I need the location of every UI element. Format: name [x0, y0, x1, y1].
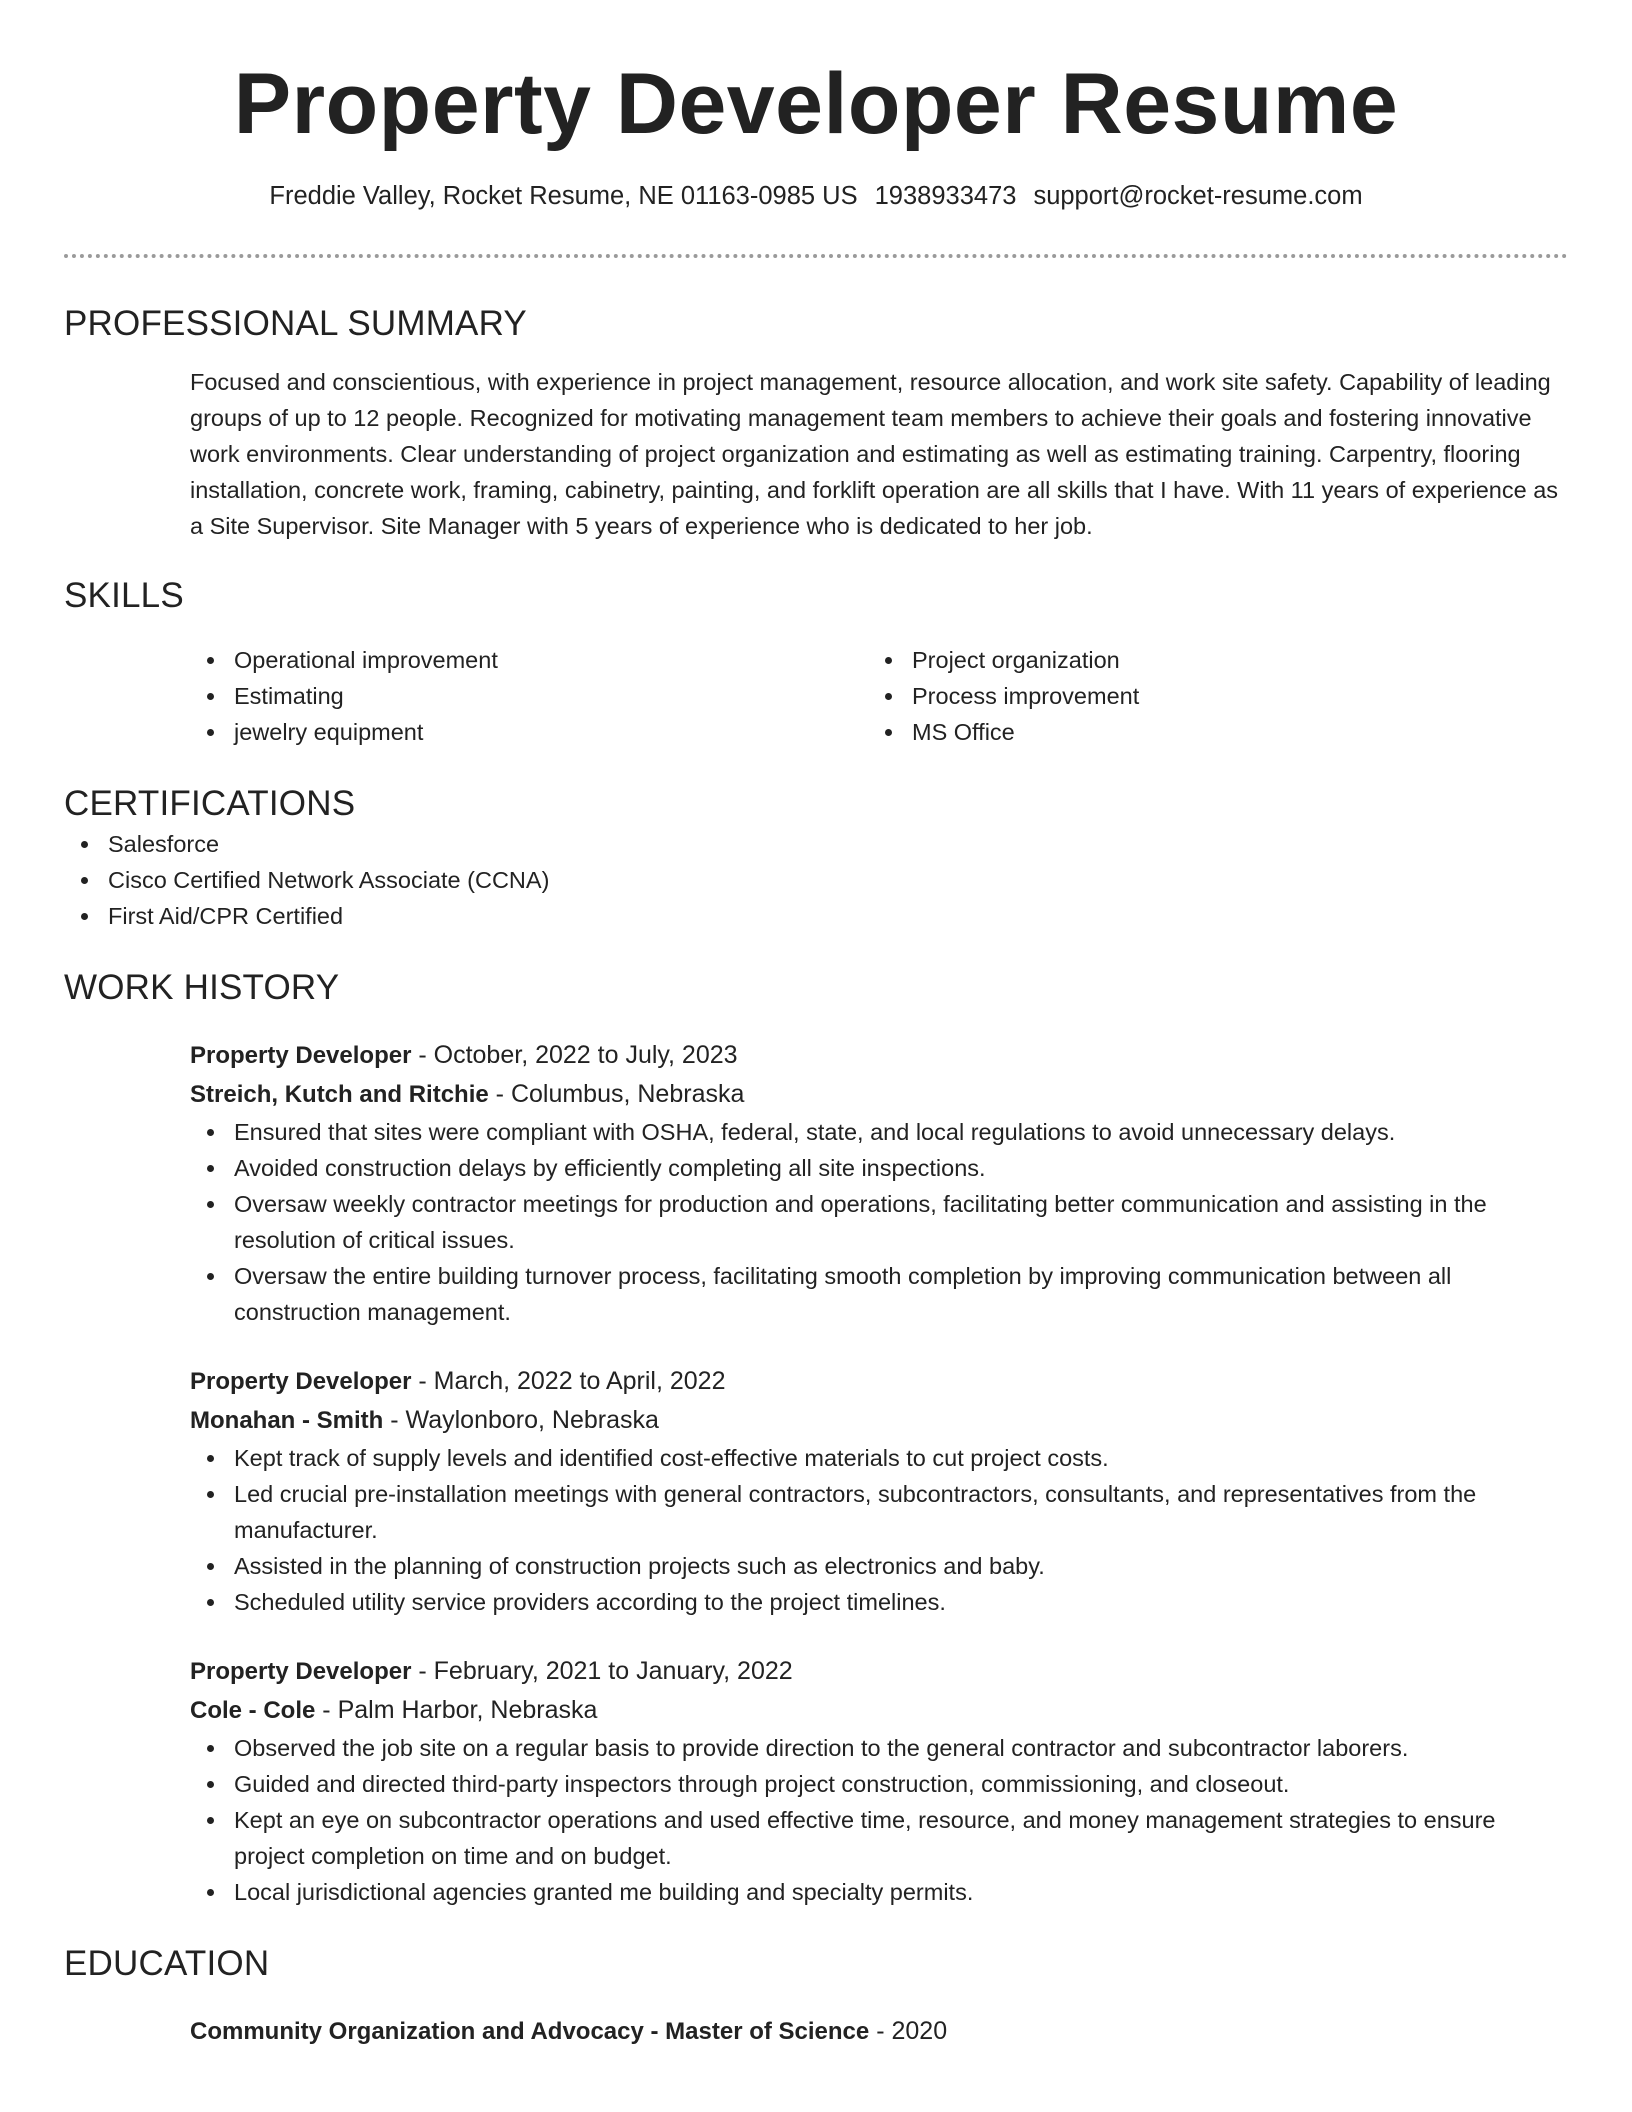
- work-history-heading: WORK HISTORY: [64, 968, 340, 1007]
- job-title: Property Developer: [190, 1658, 412, 1685]
- skill-item: MS Office: [912, 714, 1546, 750]
- job-company: Monahan - Smith: [190, 1407, 384, 1434]
- job-bullets: [190, 1114, 1568, 1330]
- skills-heading: SKILLS: [64, 576, 184, 615]
- skill-item: jewelry equipment: [234, 714, 868, 750]
- job-location: Palm Harbor, Nebraska: [337, 1696, 598, 1724]
- job-dates: February, 2021 to January, 2022: [433, 1657, 793, 1685]
- separator: -: [315, 1696, 338, 1724]
- job-bullet: Scheduled utility service providers according to the project timelines.: [234, 1584, 1568, 1620]
- job-location: Columbus, Nebraska: [510, 1080, 745, 1108]
- job-bullet: Kept an eye on subcontractor operations and used effective time, resource, and money management strategies to ensure project completion on time and on budget.: [234, 1802, 1568, 1874]
- separator: -: [411, 1367, 434, 1395]
- job-title-line: [190, 1362, 1568, 1401]
- certifications-heading: CERTIFICATIONS: [64, 784, 356, 823]
- separator: -: [383, 1406, 406, 1434]
- job-entry: [190, 1652, 1568, 1910]
- skills-column-right: [868, 642, 1546, 750]
- job-location: Waylonboro, Nebraska: [405, 1406, 659, 1434]
- certification-item: Cisco Certified Network Associate (CCNA): [108, 862, 1568, 898]
- job-bullets: [190, 1440, 1568, 1620]
- education-heading: EDUCATION: [64, 1944, 270, 1983]
- skill-item: Process improvement: [912, 678, 1546, 714]
- certifications-list: [64, 826, 1568, 934]
- certification-item: Salesforce: [108, 826, 1568, 862]
- header-divider: [64, 254, 1568, 258]
- skills-list-right: [868, 642, 1546, 750]
- job-bullet: Oversaw weekly contractor meetings for production and operations, facilitating better communication and assisting in the resolution of critical issues.: [234, 1186, 1568, 1258]
- summary-text: Focused and conscientious, with experience in project management, resource allocation, and work site safety. Capability of leading groups of up to 12 people. Recognized for motivating management team members to achieve their goals and fostering innovative work environments. Clear understanding of project organization and estimating as well as estimating training. Carpentry, flooring installation, concrete work, framing, cabinetry, painting, and forklift operation are all skills that I have. With 11 years of experience as a Site Supervisor. Site Manager with 5 years of experience who is dedicated to her job.: [190, 369, 1559, 539]
- education-year: 2020: [891, 2017, 948, 2045]
- job-bullet: Observed the job site on a regular basis to provide direction to the general contractor and subcontractor laborers.: [234, 1730, 1568, 1766]
- separator: -: [411, 1657, 434, 1685]
- job-title: Property Developer: [190, 1368, 412, 1395]
- skill-item: Project organization: [912, 642, 1546, 678]
- job-dates: March, 2022 to April, 2022: [433, 1367, 726, 1395]
- job-entry: [190, 1036, 1568, 1330]
- job-entry: [190, 1362, 1568, 1620]
- job-company-line: [190, 1401, 1568, 1440]
- education-degree: Community Organization and Advocacy - Master of Science: [190, 2018, 870, 2045]
- contact-address: Freddie Valley, Rocket Resume, NE 01163-0985 US: [269, 182, 858, 210]
- contact-phone: 1938933473: [874, 182, 1017, 210]
- job-company-line: [190, 1691, 1568, 1730]
- job-company: Streich, Kutch and Ritchie: [190, 1081, 489, 1108]
- job-bullet: Assisted in the planning of construction projects such as electronics and baby.: [234, 1548, 1568, 1584]
- separator: -: [488, 1080, 511, 1108]
- resume-title: Property Developer Resume: [233, 56, 1399, 152]
- job-bullet: Guided and directed third-party inspectors through project construction, commissioning, and closeout.: [234, 1766, 1568, 1802]
- skills-column-left: [190, 642, 868, 750]
- contact-email: support@rocket-resume.com: [1033, 182, 1363, 210]
- job-title: Property Developer: [190, 1042, 412, 1069]
- job-company: Cole - Cole: [190, 1697, 316, 1724]
- separator: -: [869, 2017, 892, 2045]
- job-bullet: Kept track of supply levels and identified cost-effective materials to cut project costs.: [234, 1440, 1568, 1476]
- job-bullet: Avoided construction delays by efficiently completing all site inspections.: [234, 1150, 1568, 1186]
- job-bullet: Local jurisdictional agencies granted me building and specialty permits.: [234, 1874, 1568, 1910]
- summary-heading: PROFESSIONAL SUMMARY: [64, 304, 527, 343]
- education-entry: [190, 2012, 1568, 2051]
- skills-grid: [190, 642, 1568, 750]
- job-bullets: [190, 1730, 1568, 1910]
- job-company-line: [190, 1075, 1568, 1114]
- job-title-line: [190, 1652, 1568, 1691]
- skill-item: Operational improvement: [234, 642, 868, 678]
- job-title-line: [190, 1036, 1568, 1075]
- certification-item: First Aid/CPR Certified: [108, 898, 1568, 934]
- separator: -: [411, 1041, 434, 1069]
- skills-list-left: [190, 642, 868, 750]
- job-dates: October, 2022 to July, 2023: [433, 1041, 738, 1069]
- job-bullet: Led crucial pre-installation meetings with general contractors, subcontractors, consultants, and representatives from the manufacturer.: [234, 1476, 1568, 1548]
- job-bullet: Ensured that sites were compliant with OSHA, federal, state, and local regulations to avoid unnecessary delays.: [234, 1114, 1568, 1150]
- skill-item: Estimating: [234, 678, 868, 714]
- job-bullet: Oversaw the entire building turnover process, facilitating smooth completion by improving communication between all construction management.: [234, 1258, 1568, 1330]
- contact-line: [64, 178, 1568, 214]
